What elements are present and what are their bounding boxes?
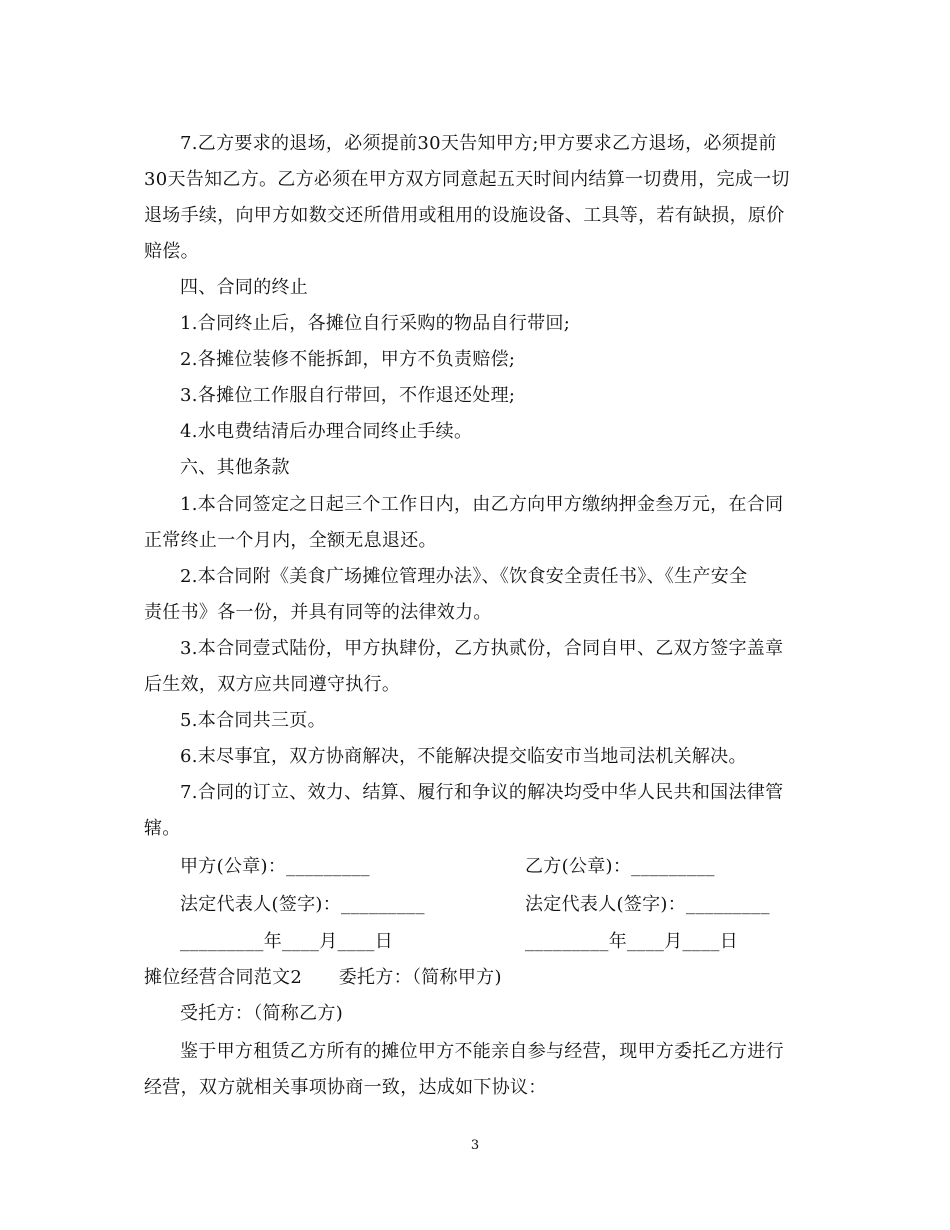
termination-item-3: 3.各摊位工作服自行带回，不作退还处理;: [180, 385, 516, 406]
other-item-1-line-2: 正常终止一个月内，全额无息退还。: [144, 530, 437, 551]
party-a-date-field: _________年____月____日: [180, 931, 393, 952]
other-item-3-line-1: 3.本合同壹式陆份，甲方执肆份，乙方执贰份，合同自甲、乙双方签字盖章: [180, 638, 784, 659]
termination-item-4: 4.水电费结清后办理合同终止手续。: [180, 421, 473, 442]
other-item-7-line-1: 7.合同的订立、效力、结算、履行和争议的解决均受中华人民共和国法律管: [180, 782, 784, 803]
other-item-1-line-1: 1.本合同签定之日起三个工作日内，由乙方向甲方缴纳押金叁万元，在合同: [180, 494, 784, 515]
other-item-6: 6.末尽事宜，双方协商解决，不能解决提交临安市当地司法机关解决。: [180, 746, 747, 767]
other-item-2-line-1: 2.本合同附《美食广场摊位管理办法》、《饮食安全责任书》、《生产安全: [180, 566, 748, 587]
contract-2-intro-line-2: 经营，双方就相关事项协商一致，达成如下协议：: [144, 1077, 547, 1098]
clause-7-line-4: 赔偿。: [144, 241, 199, 262]
contract-2-intro-line-1: 鉴于甲方租赁乙方所有的摊位甲方不能亲自参与经营，现甲方委托乙方进行: [180, 1041, 784, 1062]
section-heading-other-terms: 六、其他条款: [180, 457, 290, 478]
other-item-3-line-2: 后生效，双方应共同遵守执行。: [144, 674, 401, 695]
party-a-representative-field: 法定代表人(签字)：_________: [180, 894, 425, 915]
page-number: 3: [470, 1138, 480, 1153]
other-item-5: 5.本合同共三页。: [180, 710, 326, 731]
other-item-2-line-2: 责任书》各一份，并具有同等的法律效力。: [144, 602, 492, 623]
clause-7-line-1: 7.乙方要求的退场，必须提前30天告知甲方;甲方要求乙方退场，必须提前: [180, 133, 777, 154]
party-b-seal-field: 乙方(公章)：_________: [525, 856, 715, 877]
section-heading-termination: 四、合同的终止: [180, 277, 309, 298]
party-b-representative-field: 法定代表人(签字)：_________: [525, 894, 770, 915]
party-b-date-field: _________年____月____日: [525, 931, 738, 952]
clause-7-line-3: 退场手续，向甲方如数交还所借用或租用的设施设备、工具等，若有缺损，原价: [144, 205, 785, 226]
party-a-seal-field: 甲方(公章)：_________: [180, 856, 370, 877]
termination-item-2: 2.各摊位装修不能拆卸，甲方不负责赔偿;: [180, 349, 516, 370]
other-item-7-line-2: 辖。: [144, 818, 181, 839]
clause-7-line-2: 30天告知乙方。乙方必须在甲方双方同意起五天时间内结算一切费用，完成一切: [144, 169, 790, 190]
termination-item-1: 1.合同终止后，各摊位自行采购的物品自行带回;: [180, 313, 571, 334]
contract-2-trustee: 受托方：（简称乙方): [180, 1003, 344, 1024]
contract-2-title-line: 摊位经营合同范文2 委托方：（简称甲方): [144, 967, 502, 988]
